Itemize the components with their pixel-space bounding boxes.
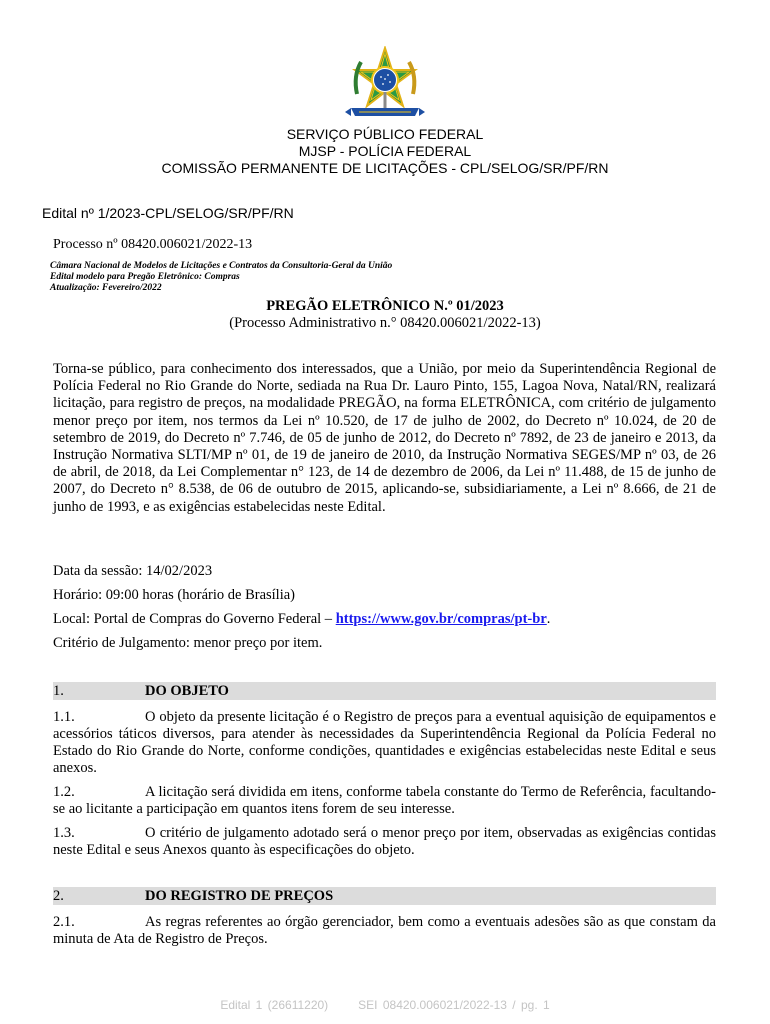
session-location xyxy=(53,611,550,628)
intro-paragraph: Torna-se público, para conhecimento dos interessados, que a União, por meio da Superintendência Regional de Polícia Federal no Rio Grande do Norte, sediada na Rua Dr. Lauro Pinto, 155, Lagoa Nova, Natal/RN, realizará licitação, para registro de preços, na modalidade PREGÃO, na forma ELETRÔNICA, com critério de julgamento menor preço por item, nos termos da Lei nº 10.520, de 17 de julho de 2002, do Decreto nº 10.024, de 20 de setembro de 2019, do Decreto nº 7.746, de 05 de junho de 2012, do Decreto nº 7892, de 23 de janeiro e 2013, da Instrução Normativa SLTI/MP nº 01, de 19 de janeiro de 2010, da Instrução Normativa SEGES/MP nº 03, de 26 de abril, de 2018, da Lei Complementar n° 123, de 14 de dezembro de 2006, da Lei nº 11.488, de 15 de junho de 2007, do Decreto n° 8.538, de 06 de outubro de 2015, aplicando-se, subsidiariamente, a Lei nº 8.666, de 21 de junho de 1993, e as exigências estabelecidas neste Edital. xyxy=(53,361,716,515)
clause-text: A licitação será dividida em itens, conforme tabela constante do Termo de Referência, facultando-se ao licitante a participação em quantos itens forem de seu interesse. xyxy=(53,784,716,817)
template-reference-line2: Edital modelo para Pregão Eletrônico: Compras xyxy=(50,272,240,282)
session-location-suffix: . xyxy=(546,611,551,627)
brazil-coat-of-arms-icon xyxy=(343,46,427,122)
clause-number: 1.3. xyxy=(53,825,75,841)
header-line-commission: COMISSÃO PERMANENTE DE LICITAÇÕES - CPL/SELOG/SR/PF/RN xyxy=(161,160,609,176)
footer-document-id: Edital 1 (26611220) xyxy=(220,998,329,1012)
section-1-heading xyxy=(53,682,716,700)
section-2-title: DO REGISTRO DE PREÇOS xyxy=(145,888,334,904)
clause-text: O objeto da presente licitação é o Registro de preços para a eventual aquisição de equipamentos e acessórios táticos diversos, para atender às necessidades da Superintendência Regional da Polícia Federal no Estado do Rio Grande do Norte, conforme condições, quantidades e exigências estabelecidas neste Edital e seus anexos. xyxy=(53,709,716,776)
clause-2-1 xyxy=(53,914,716,948)
clause-number: 1.1. xyxy=(53,709,75,725)
template-reference-line1: Câmara Nacional de Modelos de Licitações e Contratos da Consultoria-Geral da União xyxy=(50,261,393,271)
section-1-number: 1. xyxy=(53,683,64,699)
edital-number: Edital nº 1/2023-CPL/SELOG/SR/PF/RN xyxy=(42,205,294,221)
clause-number: 1.2. xyxy=(53,784,75,800)
template-reference xyxy=(50,261,392,294)
clause-1-3 xyxy=(53,825,716,859)
judgment-criterion: Critério de Julgamento: menor preço por item. xyxy=(53,635,323,651)
header-line-agency: MJSP - POLÍCIA FEDERAL xyxy=(298,143,472,159)
clause-1-2 xyxy=(53,784,716,818)
section-2-heading xyxy=(53,887,716,905)
section-2-number: 2. xyxy=(53,888,64,904)
pregao-subtitle: (Processo Administrativo n.° 08420.006021/2022-13) xyxy=(229,315,541,331)
footer-sei-page: SEI 08420.006021/2022-13 / pg. 1 xyxy=(358,998,550,1012)
clause-text: As regras referentes ao órgão gerenciador, bem como a eventuais adesões são as que constam da minuta de Ata de Registro de Preços. xyxy=(53,914,716,947)
process-number: Processo nº 08420.006021/2022-13 xyxy=(53,237,253,252)
clause-text: O critério de julgamento adotado será o menor preço por item, observadas as exigências contidas neste Edital e seus Anexos quanto às especificações do objeto. xyxy=(53,825,716,858)
compras-portal-link[interactable]: https://www.gov.br/compras/pt-br xyxy=(335,611,547,627)
pregao-title: PREGÃO ELETRÔNICO N.º 01/2023 xyxy=(266,298,504,314)
section-1-title: DO OBJETO xyxy=(145,683,229,699)
session-date: Data da sessão: 14/02/2023 xyxy=(53,563,213,579)
template-reference-line3: Atualização: Fevereiro/2022 xyxy=(50,283,162,293)
header-line-service: SERVIÇO PÚBLICO FEDERAL xyxy=(286,126,484,142)
session-time: Horário: 09:00 horas (horário de Brasília) xyxy=(53,587,295,603)
clause-1-1 xyxy=(53,709,716,777)
session-location-label: Local: Portal de Compras do Governo Federal – xyxy=(53,611,336,627)
document-header xyxy=(0,126,770,177)
clause-number: 2.1. xyxy=(53,914,75,930)
page-footer xyxy=(0,998,770,1012)
